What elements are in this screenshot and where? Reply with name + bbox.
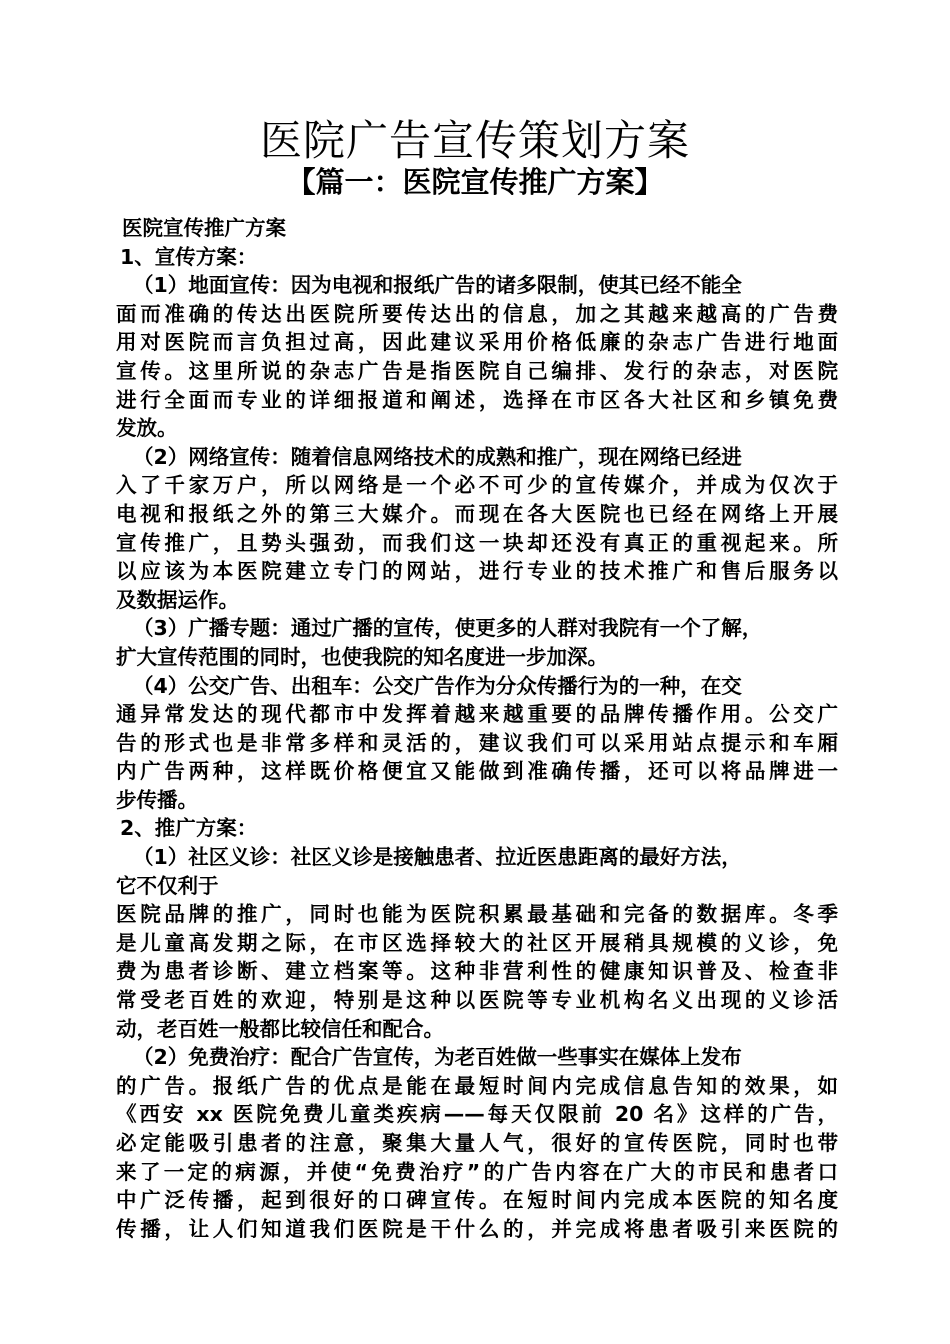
document-title: 医院广告宣传策划方案: [259, 116, 690, 165]
body-line: （2）网络宣传：随着信息网络技术的成熟和推广，现在网络已经进: [133, 444, 742, 469]
body-line: （1）社区义诊：社区义诊是接触患者、拉近医患距离的最好方法，: [133, 845, 742, 870]
body-line: 1、宣传方案：: [120, 244, 258, 269]
document-subtitle: 【篇一：医院宣传推广方案】: [286, 165, 664, 199]
body-line: （1）地面宣传：因为电视和报纸广告的诸多限制，使其已经不能全: [133, 273, 742, 298]
body-line: 进行全面而专业的详细报道和阐述，选择在市区各大社区和乡镇免费: [116, 387, 838, 412]
body-line: 电视和报纸之外的第三大媒介。而现在各大医院也已经在网络上开展: [116, 501, 838, 526]
body-line: 它不仅利于: [116, 873, 219, 898]
body-line: 2、推广方案：: [120, 816, 258, 841]
body-line: 宣传推广，且势头强劲，而我们这一块却还没有真正的重视起来。所: [116, 530, 838, 555]
body-line: 扩大宣传范围的同时，也使我院的知名度进一步加深。: [116, 644, 608, 669]
body-line: 面而准确的传达出医院所要传达出的信息，加之其越来越高的广告费: [116, 301, 838, 326]
body-line: 中广泛传播，起到很好的口碑宣传。在短时间内完成本医院的知名度: [116, 1188, 838, 1213]
body-line: 常受老百姓的欢迎，特别是这种以医院等专业机构名义出现的义诊活: [116, 988, 838, 1013]
document-body: [116, 214, 838, 1243]
body-line: 内广告两种，这样既价格便宜又能做到准确传播，还可以将品牌进一: [116, 759, 838, 784]
body-line: 宣传。这里所说的杂志广告是指医院自己编排、发行的杂志，对医院: [116, 358, 838, 383]
body-line: 步传播。: [116, 787, 198, 812]
body-line: 费为患者诊断、建立档案等。这种非营利性的健康知识普及、检查非: [116, 959, 838, 984]
body-line: 医院品牌的推广，同时也能为医院积累最基础和完备的数据库。冬季: [116, 902, 838, 927]
body-line: 发放。: [116, 416, 178, 441]
body-line: 来了一定的病源，并使“免费治疗”的广告内容在广大的市民和患者口: [116, 1159, 838, 1184]
body-line: （2）免费治疗：配合广告宣传，为老百姓做一些事实在媒体上发布: [133, 1045, 742, 1070]
body-line: （3）广播专题：通过广播的宣传，使更多的人群对我院有一个了解，: [133, 616, 763, 641]
body-line: 及数据运作。: [116, 587, 239, 612]
body-line: 用对医院而言负担过高，因此建议采用价格低廉的杂志广告进行地面: [116, 330, 838, 355]
body-line: 的广告。报纸广告的优点是能在最短时间内完成信息告知的效果，如: [116, 1073, 838, 1098]
body-line: 传播，让人们知道我们医院是干什么的，并完成将患者吸引来医院的: [116, 1216, 838, 1241]
body-line: 是儿童高发期之际，在市区选择较大的社区开展稍具规模的义诊，免: [116, 930, 838, 955]
body-line: 告的形式也是非常多样和灵活的，建议我们可以采用站点提示和车厢: [116, 730, 838, 755]
body-line: 通异常发达的现代都市中发挥着越来越重要的品牌传播作用。公交广: [116, 702, 838, 727]
body-line: 动，老百姓一般都比较信任和配合。: [116, 1016, 444, 1041]
body-line: 《西安 xx 医院免费儿童类疾病——每天仅限前 20 名》这样的广告，: [116, 1102, 838, 1127]
body-line: 必定能吸引患者的注意，聚集大量人气，很好的宣传医院，同时也带: [116, 1131, 838, 1155]
body-line: （4）公交广告、出租车：公交广告作为分众传播行为的一种，在交: [133, 673, 742, 698]
body-line: 医院宣传推广方案: [122, 216, 286, 240]
body-line: 入了千家万户，所以网络是一个必不可少的宣传媒介，并成为仅次于: [116, 473, 838, 498]
body-line: 以应该为本医院建立专门的网站，进行专业的技术推广和售后服务以: [116, 559, 838, 584]
